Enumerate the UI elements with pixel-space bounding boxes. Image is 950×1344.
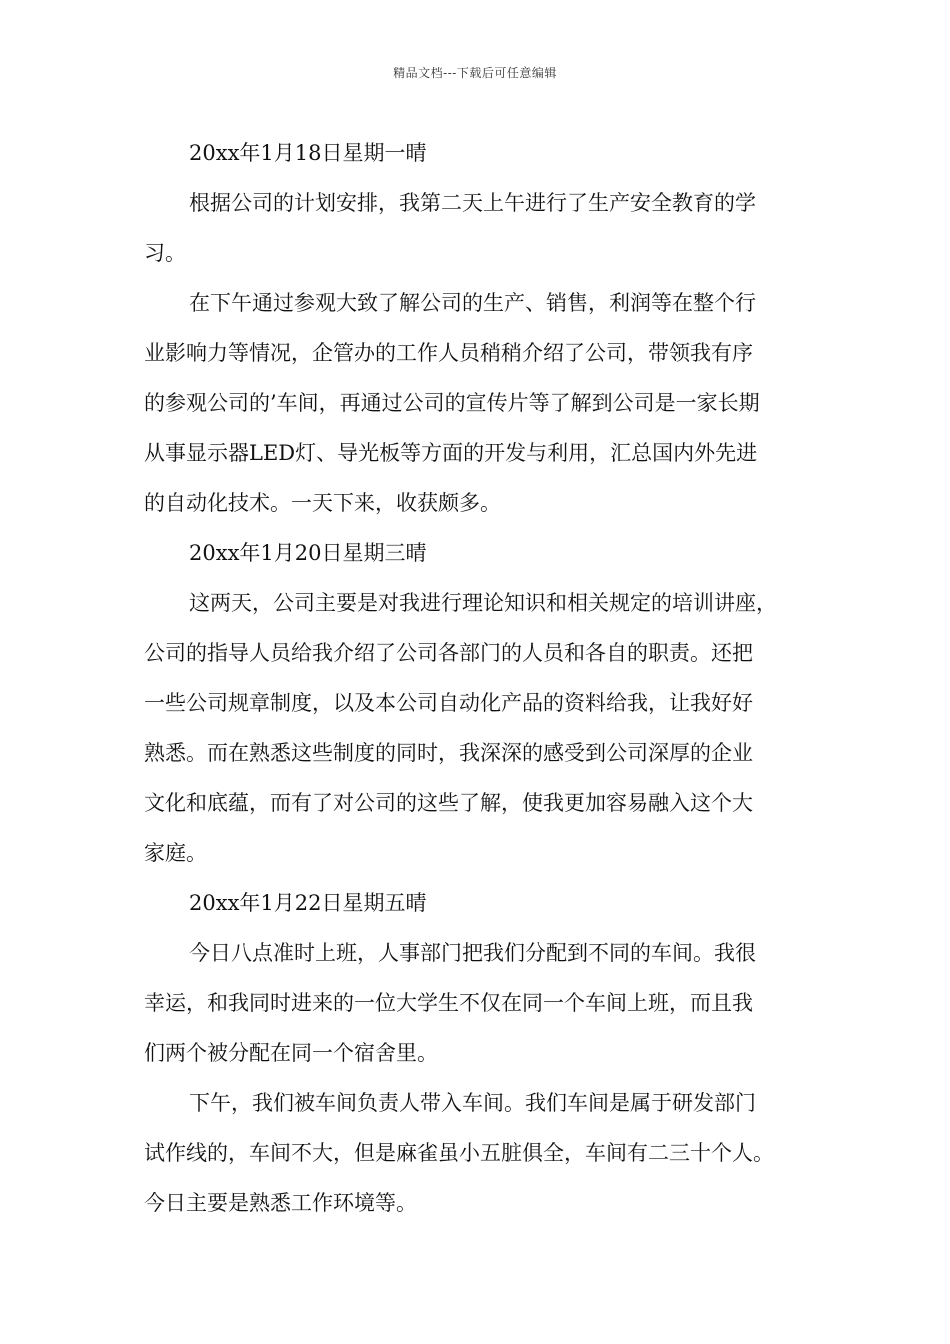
paragraph-line: 家庭。 [144,841,207,865]
paragraph-line: 们两个被分配在同一个宿舍里。 [144,1041,438,1065]
document-body [144,128,812,1228]
paragraph-line: 熟悉。而在熟悉这些制度的同时，我深深的感受到公司深厚的企业 [144,741,753,765]
paragraph-line: 在下午通过参观大致了解公司的生产、销售，利润等在整个行 [189,291,756,315]
paragraph-line: 业影响力等情况，企管办的工作人员稍稍介绍了公司，带领我有序 [144,341,753,365]
diary-date-heading: 20xx年1月22日星期五晴 [189,891,427,915]
diary-date-heading: 20xx年1月20日星期三晴 [189,541,427,565]
paragraph-line: 从事显示器LED灯、导光板等方面的开发与利用，汇总国内外先进 [144,441,758,465]
paragraph-line: 公司的指导人员给我介绍了公司各部门的人员和各自的职责。还把 [144,641,753,665]
paragraph-line: 今日主要是熟悉工作环境等。 [144,1191,417,1215]
paragraph-line: 幸运，和我同时进来的一位大学生不仅在同一个车间上班，而且我 [144,991,753,1015]
paragraph-line: 习。 [144,241,186,265]
paragraph-line: 一些公司规章制度，以及本公司自动化产品的资料给我，让我好好 [144,691,753,715]
paragraph-line: 下午，我们被车间负责人带入车间。我们车间是属于研发部门 [189,1091,756,1115]
paragraph-line: 文化和底蕴，而有了对公司的这些了解，使我更加容易融入这个大 [144,791,753,815]
paragraph-line: 试作线的，车间不大，但是麻雀虽小五脏俱全，车间有二三十个人。 [144,1141,774,1165]
paragraph-line: 根据公司的计划安排，我第二天上午进行了生产安全教育的学 [189,191,756,215]
paragraph-line: 今日八点准时上班，人事部门把我们分配到不同的车间。我很 [189,941,756,965]
paragraph-line: 的自动化技术。一天下来，收获颇多。 [144,491,501,515]
paragraph-line: 的参观公司的’车间，再通过公司的宣传片等了解到公司是一家长期 [144,391,760,415]
page-header: 精品文档---下载后可任意编辑 [393,66,557,80]
paragraph-line: 这两天，公司主要是对我进行理论知识和相关规定的培训讲座， [189,591,777,615]
diary-date-heading: 20xx年1月18日星期一晴 [189,141,427,165]
